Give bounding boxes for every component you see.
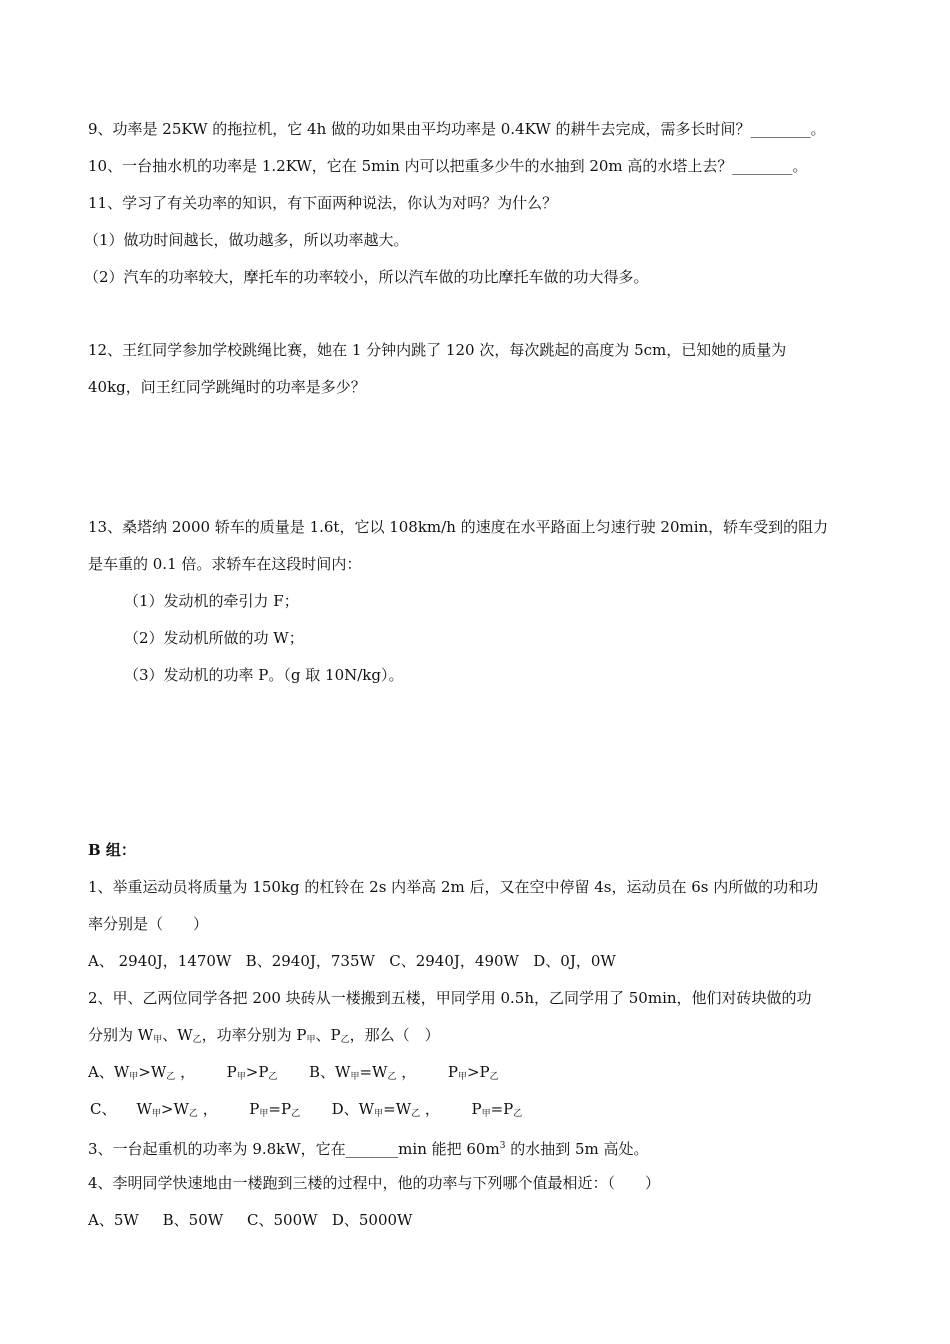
question-13-item-2: （2）发动机所做的功 W； xyxy=(124,629,304,647)
b-question-2-options-cd: C、 $W_甲>W_乙$ ， $P_甲=P_乙$ D、$W_甲=W_乙$ ， $P_甲=P_乙$ xyxy=(90,1100,523,1119)
option-a: A、$W_甲>W_乙$ ， xyxy=(88,1063,196,1082)
question-11-item-2: （2）汽车的功率较大，摩托车的功率较小，所以汽车做的功比摩托车做的功大得多。 xyxy=(84,268,649,286)
question-12-line-1: 12、王红同学参加学校跳绳比赛，她在 1 分钟内跳了 120 次，每次跳起的高度为 5cm，已知她的质量为 xyxy=(88,341,787,359)
b-question-1-options: A、 2940J，1470W B、2940J，735W C、2940J，490W D、0J，0W xyxy=(88,952,616,970)
question-11-item-1: （1）做功时间越长，做功越多，所以功率越大。 xyxy=(84,231,409,249)
question-13-item-1: （1）发动机的牵引力 F； xyxy=(124,592,299,610)
b-question-2-line-2: 分别为 $W_甲$、$W_乙$，功率分别为 $P_甲$、$P_乙$，那么（ ） xyxy=(88,1026,440,1045)
option-b: B、$W_甲=W_乙$ ， xyxy=(309,1063,417,1082)
question-13-line-2: 是车重的 0.1 倍。求轿车在这段时间内： xyxy=(88,555,362,573)
b-question-1-line-2: 率分别是（ ） xyxy=(88,915,209,933)
question-12-line-2: 40kg，问王红同学跳绳时的功率是多少？ xyxy=(88,378,366,396)
question-10: 10、一台抽水机的功率是 1.2KW，它在 5min 内可以把重多少牛的水抽到 20m 高的水塔上去？________。 xyxy=(88,157,808,175)
question-11: 11、学习了有关功率的知识，有下面两种说法，你认为对吗？为什么？ xyxy=(88,194,558,212)
b-question-2-options-ab: A、$W_甲>W_乙$ ， $P_甲>P_乙$ B、$W_甲=W_乙$ ， $P_甲>P_乙$ xyxy=(88,1063,499,1082)
b-question-1-line-1: 1、举重运动员将质量为 150kg 的杠铃在 2s 内举高 2m 后，又在空中停留 4s，运动员在 6s 内所做的功和功 xyxy=(88,878,819,896)
b-question-4-options: A、5W B、50W C、500W D、5000W xyxy=(88,1211,413,1229)
question-13-item-3: （3）发动机的功率 P。（g 取 10N/kg）。 xyxy=(124,666,404,684)
question-13-line-1: 13、桑塔纳 2000 轿车的质量是 1.6t，它以 108km/h 的速度在水平路面上匀速行驶 20min，轿车受到的阻力 xyxy=(88,518,829,536)
b-question-2-line-1: 2、甲、乙两位同学各把 200 块砖从一楼搬到五楼，甲同学用 0.5h，乙同学用了 50min，他们对砖块做的功 xyxy=(88,989,812,1007)
section-b-heading: B 组： xyxy=(88,841,136,859)
b-question-3: 3、一台起重机的功率为 9.8kW，它在_______min 能把 $60m^3$ 的水抽到 5m 高处。 xyxy=(88,1140,649,1158)
option-d: D、$W_甲=W_乙$ ， xyxy=(331,1100,440,1119)
b-question-4: 4、李明同学快速地由一楼跑到三楼的过程中，他的功率与下列哪个值最相近：（ ） xyxy=(88,1174,661,1192)
option-c: C、 $W_甲>W_乙$ ， xyxy=(90,1100,218,1119)
question-9: 9、功率是 25KW 的拖拉机，它 4h 做的功如果由平均功率是 0.4KW 的耕牛去完成，需多长时间？________。 xyxy=(88,120,826,138)
